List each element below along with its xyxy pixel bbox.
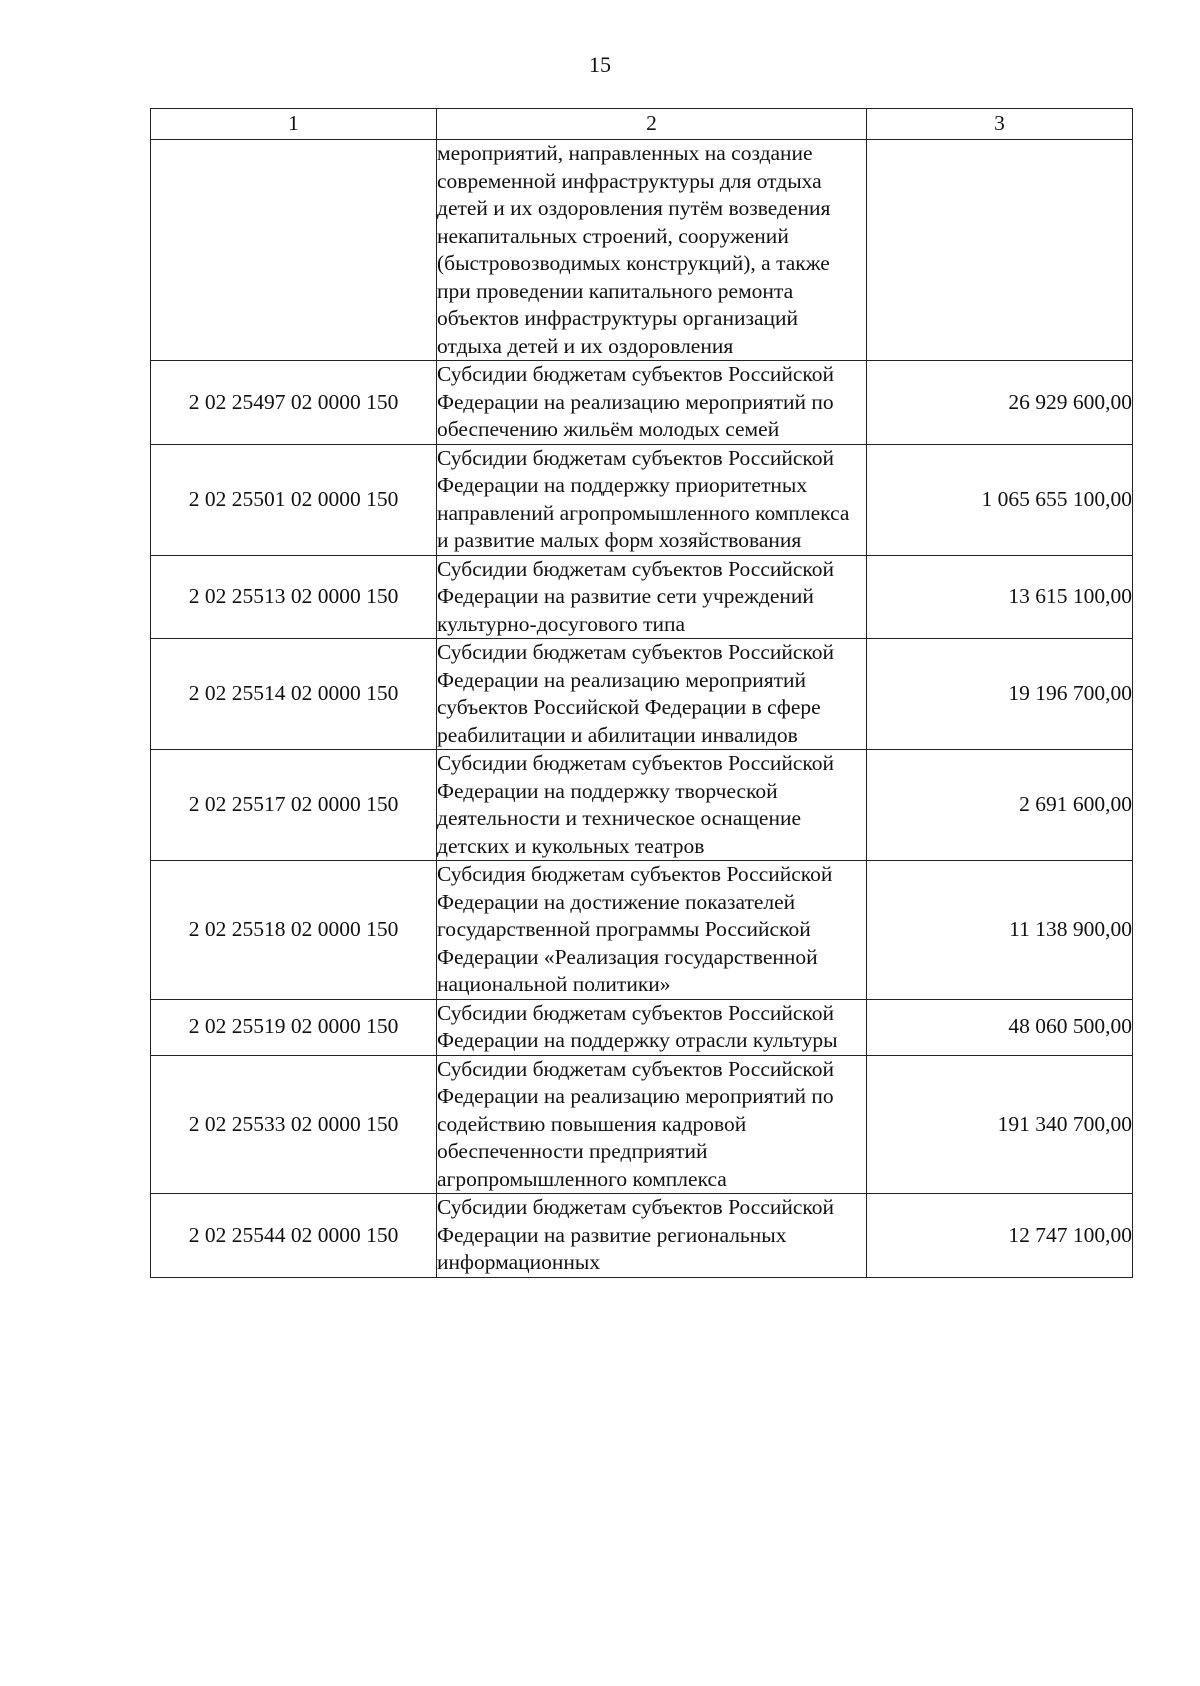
description-cell: Субсидии бюджетам субъектов Российской Федерации на развитие сети учреждений культурно-досугового типа <box>437 555 867 639</box>
table-row <box>151 750 1133 861</box>
code-cell: 2 02 25518 02 0000 150 <box>151 861 437 1000</box>
description-cell: Субсидии бюджетам субъектов Российской Федерации на поддержку приоритетных направлений агропромышленного комплекса и развитие малых форм хозяйствования <box>437 444 867 555</box>
description-cell: Субсидия бюджетам субъектов Российской Федерации на достижение показателей государственной программы Российской Федерации «Реализация государственной национальной политики» <box>437 861 867 1000</box>
amount-cell: 19 196 700,00 <box>867 639 1133 750</box>
table-row <box>151 555 1133 639</box>
code-cell: 2 02 25497 02 0000 150 <box>151 361 437 445</box>
description-cell: Субсидии бюджетам субъектов Российской Федерации на реализацию мероприятий по обеспечению жильём молодых семей <box>437 361 867 445</box>
column-header-2: 2 <box>437 109 867 140</box>
code-cell: 2 02 25544 02 0000 150 <box>151 1194 437 1278</box>
description-cell: Субсидии бюджетам субъектов Российской Федерации на реализацию мероприятий по содействию повышения кадровой обеспеченности предприятий агропромышленного комплекса <box>437 1055 867 1194</box>
description-cell: Субсидии бюджетам субъектов Российской Федерации на развитие региональных информационных <box>437 1194 867 1278</box>
description-cell: Субсидии бюджетам субъектов Российской Федерации на реализацию мероприятий субъектов Российской Федерации в сфере реабилитации и абилитации инвалидов <box>437 639 867 750</box>
table-row <box>151 999 1133 1055</box>
budget-revenue-table <box>150 108 1133 1278</box>
amount-cell: 1 065 655 100,00 <box>867 444 1133 555</box>
table-row <box>151 861 1133 1000</box>
table-row <box>151 1055 1133 1194</box>
code-cell: 2 02 25501 02 0000 150 <box>151 444 437 555</box>
column-header-3: 3 <box>867 109 1133 140</box>
code-cell: 2 02 25519 02 0000 150 <box>151 999 437 1055</box>
amount-cell: 2 691 600,00 <box>867 750 1133 861</box>
amount-cell: 12 747 100,00 <box>867 1194 1133 1278</box>
amount-cell: 191 340 700,00 <box>867 1055 1133 1194</box>
amount-cell <box>867 140 1133 361</box>
amount-cell: 26 929 600,00 <box>867 361 1133 445</box>
table-row <box>151 639 1133 750</box>
amount-cell: 11 138 900,00 <box>867 861 1133 1000</box>
column-header-1: 1 <box>151 109 437 140</box>
table-row <box>151 1194 1133 1278</box>
table-row-continuation <box>151 140 1133 361</box>
description-cell: Субсидии бюджетам субъектов Российской Федерации на поддержку творческой деятельности и техническое оснащение детских и кукольных театров <box>437 750 867 861</box>
page-number: 15 <box>589 52 611 77</box>
amount-cell: 13 615 100,00 <box>867 555 1133 639</box>
table-row <box>151 444 1133 555</box>
amount-cell: 48 060 500,00 <box>867 999 1133 1055</box>
code-cell: 2 02 25533 02 0000 150 <box>151 1055 437 1194</box>
code-cell <box>151 140 437 361</box>
code-cell: 2 02 25513 02 0000 150 <box>151 555 437 639</box>
code-cell: 2 02 25514 02 0000 150 <box>151 639 437 750</box>
table-header-row <box>151 109 1133 140</box>
table-row <box>151 361 1133 445</box>
description-cell: Субсидии бюджетам субъектов Российской Федерации на поддержку отрасли культуры <box>437 999 867 1055</box>
description-cell: мероприятий, направленных на создание современной инфраструктуры для отдыха детей и их оздоровления путём возведения некапитальных строений, сооружений (быстровозводимых конструкций), а также при проведении капитального ремонта объектов инфраструктуры организаций отдыха детей и их оздоровления <box>437 140 867 361</box>
code-cell: 2 02 25517 02 0000 150 <box>151 750 437 861</box>
